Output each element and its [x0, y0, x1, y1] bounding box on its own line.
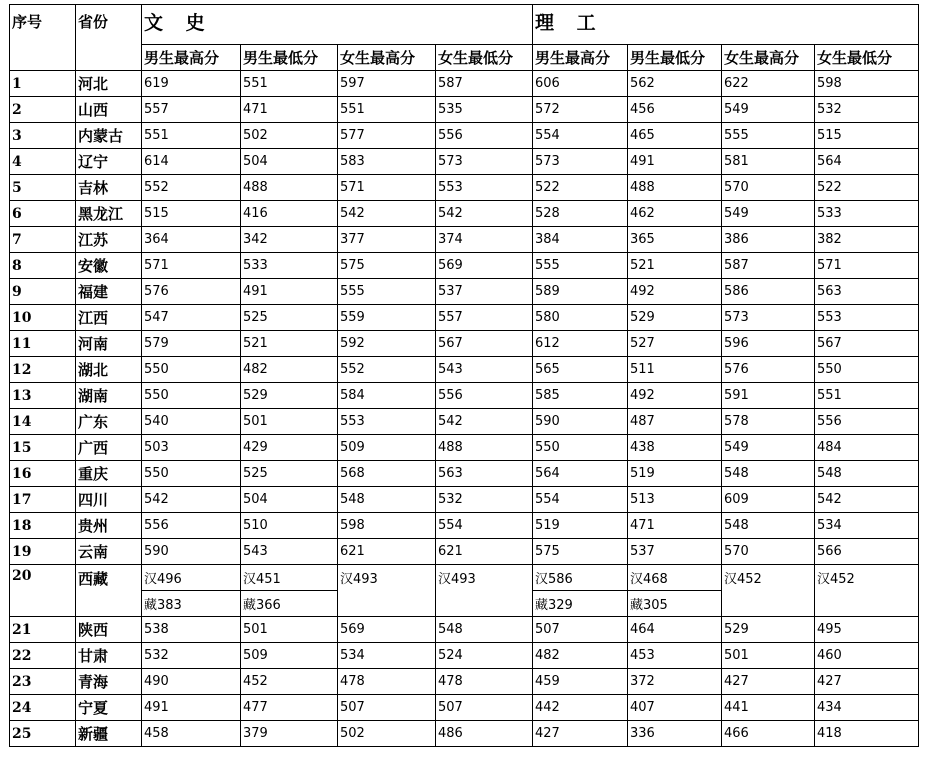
score-cell: 501: [241, 409, 338, 435]
table-row: [10, 461, 919, 487]
score-cell: 542: [436, 201, 533, 227]
score-cell: 569: [338, 617, 436, 643]
table-row: [10, 227, 919, 253]
score-cell: 汉452: [815, 565, 919, 617]
score-cell: 482: [241, 357, 338, 383]
score-cell: 564: [815, 149, 919, 175]
header-column-row: [10, 45, 919, 71]
score-cell: 525: [241, 305, 338, 331]
score-cell: 576: [142, 279, 241, 305]
table-row: [10, 513, 919, 539]
score-cell: 562: [628, 71, 722, 97]
score-cell: 486: [436, 721, 533, 747]
score-cell: 汉493: [338, 565, 436, 617]
score-cell: 542: [815, 487, 919, 513]
province-name: 云南: [76, 539, 142, 565]
score-cell: 622: [722, 71, 815, 97]
score-cell: 534: [815, 513, 919, 539]
score-cell: 484: [815, 435, 919, 461]
score-cell: 553: [815, 305, 919, 331]
score-cell: 507: [436, 695, 533, 721]
row-index: 4: [10, 149, 76, 175]
row-index: 17: [10, 487, 76, 513]
score-cell: 552: [338, 357, 436, 383]
score-cell: 583: [338, 149, 436, 175]
score-cell: 藏366: [241, 591, 338, 617]
score-cell: 548: [338, 487, 436, 513]
score-cell: 429: [241, 435, 338, 461]
score-cell: 377: [338, 227, 436, 253]
score-cell: 572: [533, 97, 628, 123]
score-cell: 592: [338, 331, 436, 357]
score-cell: 589: [533, 279, 628, 305]
score-cell: 542: [142, 487, 241, 513]
score-cell: 510: [241, 513, 338, 539]
score-cell: 365: [628, 227, 722, 253]
score-cell: 586: [722, 279, 815, 305]
score-cell: 614: [142, 149, 241, 175]
score-cell: 580: [533, 305, 628, 331]
province-name: 江西: [76, 305, 142, 331]
province-name: 贵州: [76, 513, 142, 539]
province-name: 内蒙古: [76, 123, 142, 149]
score-cell: 477: [241, 695, 338, 721]
score-cell: 490: [142, 669, 241, 695]
score-cell: 596: [722, 331, 815, 357]
score-cell: 416: [241, 201, 338, 227]
score-cell: 535: [436, 97, 533, 123]
score-cell: 509: [338, 435, 436, 461]
score-cell: 462: [628, 201, 722, 227]
score-cell: 619: [142, 71, 241, 97]
score-cell: 550: [142, 383, 241, 409]
score-table-body: [10, 5, 919, 747]
score-cell: 438: [628, 435, 722, 461]
score-cell: 418: [815, 721, 919, 747]
province-name: 四川: [76, 487, 142, 513]
column-header: 男生最低分: [628, 45, 722, 71]
row-index: 25: [10, 721, 76, 747]
score-cell: 藏383: [142, 591, 241, 617]
score-cell: 533: [241, 253, 338, 279]
province-name: 福建: [76, 279, 142, 305]
score-cell: 379: [241, 721, 338, 747]
score-cell: 547: [142, 305, 241, 331]
table-row: [10, 617, 919, 643]
table-row: [10, 305, 919, 331]
score-cell: 336: [628, 721, 722, 747]
score-cell: 464: [628, 617, 722, 643]
score-cell: 501: [241, 617, 338, 643]
column-header: 女生最低分: [436, 45, 533, 71]
score-cell: 488: [241, 175, 338, 201]
table-row: [10, 357, 919, 383]
score-cell: 575: [533, 539, 628, 565]
score-cell: 587: [722, 253, 815, 279]
province-name: 西藏: [76, 565, 142, 617]
table-row: [10, 539, 919, 565]
score-cell: 578: [722, 409, 815, 435]
row-index: 14: [10, 409, 76, 435]
score-cell: 502: [241, 123, 338, 149]
row-index: 20: [10, 565, 76, 617]
column-header: 女生最高分: [338, 45, 436, 71]
province-name: 河北: [76, 71, 142, 97]
score-cell: 566: [815, 539, 919, 565]
score-cell: 492: [628, 383, 722, 409]
score-cell: 585: [533, 383, 628, 409]
score-cell: 532: [142, 643, 241, 669]
score-cell: 491: [241, 279, 338, 305]
table-row: [10, 721, 919, 747]
score-cell: 621: [436, 539, 533, 565]
province-name: 湖南: [76, 383, 142, 409]
score-cell: 563: [436, 461, 533, 487]
score-cell: 549: [722, 435, 815, 461]
score-cell: 577: [338, 123, 436, 149]
score-cell: 571: [338, 175, 436, 201]
score-cell: 515: [815, 123, 919, 149]
score-cell: 524: [436, 643, 533, 669]
score-cell: 550: [815, 357, 919, 383]
row-index: 1: [10, 71, 76, 97]
score-cell: 590: [142, 539, 241, 565]
row-index: 2: [10, 97, 76, 123]
score-cell: 579: [142, 331, 241, 357]
row-index: 18: [10, 513, 76, 539]
row-index: 21: [10, 617, 76, 643]
score-cell: 487: [628, 409, 722, 435]
score-cell: 550: [142, 461, 241, 487]
row-index: 15: [10, 435, 76, 461]
score-cell: 581: [722, 149, 815, 175]
table-row: [10, 487, 919, 513]
province-name: 宁夏: [76, 695, 142, 721]
score-cell: 598: [815, 71, 919, 97]
score-cell: 471: [241, 97, 338, 123]
score-cell: 555: [533, 253, 628, 279]
province-name: 黑龙江: [76, 201, 142, 227]
score-cell: 591: [722, 383, 815, 409]
table-row: [10, 435, 919, 461]
score-cell: 459: [533, 669, 628, 695]
score-cell: 532: [815, 97, 919, 123]
province-name: 广西: [76, 435, 142, 461]
score-cell: 456: [628, 97, 722, 123]
score-cell: 478: [338, 669, 436, 695]
province-name: 河南: [76, 331, 142, 357]
score-cell: 382: [815, 227, 919, 253]
province-name: 青海: [76, 669, 142, 695]
row-index: 6: [10, 201, 76, 227]
score-cell: 478: [436, 669, 533, 695]
table-row: [10, 279, 919, 305]
score-cell: 507: [533, 617, 628, 643]
score-cell: 502: [338, 721, 436, 747]
score-cell: 568: [338, 461, 436, 487]
score-cell: 553: [436, 175, 533, 201]
column-header: 女生最低分: [815, 45, 919, 71]
table-row: [10, 175, 919, 201]
score-cell: 465: [628, 123, 722, 149]
row-index: 24: [10, 695, 76, 721]
header-group-row: [10, 5, 919, 45]
score-cell: 491: [628, 149, 722, 175]
table-row: [10, 149, 919, 175]
column-header: 女生最高分: [722, 45, 815, 71]
score-cell: 584: [338, 383, 436, 409]
score-cell: 466: [722, 721, 815, 747]
table-row: [10, 331, 919, 357]
table-row: [10, 383, 919, 409]
row-index: 23: [10, 669, 76, 695]
score-cell: 549: [722, 201, 815, 227]
row-index: 22: [10, 643, 76, 669]
score-cell: 458: [142, 721, 241, 747]
score-cell: 532: [436, 487, 533, 513]
score-cell: 汉496: [142, 565, 241, 591]
score-cell: 556: [436, 383, 533, 409]
score-cell: 537: [436, 279, 533, 305]
score-cell: 556: [142, 513, 241, 539]
score-cell: 612: [533, 331, 628, 357]
score-cell: 汉452: [722, 565, 815, 617]
score-cell: 557: [142, 97, 241, 123]
row-index: 8: [10, 253, 76, 279]
score-cell: 364: [142, 227, 241, 253]
score-cell: 372: [628, 669, 722, 695]
row-index: 7: [10, 227, 76, 253]
score-cell: 503: [142, 435, 241, 461]
province-name: 辽宁: [76, 149, 142, 175]
score-cell: 521: [241, 331, 338, 357]
index-header: 序号: [10, 5, 76, 71]
score-cell: 482: [533, 643, 628, 669]
score-cell: 427: [533, 721, 628, 747]
table-row: [10, 201, 919, 227]
score-cell: 597: [338, 71, 436, 97]
score-cell: 609: [722, 487, 815, 513]
province-name: 安徽: [76, 253, 142, 279]
score-cell: 519: [628, 461, 722, 487]
score-cell: 573: [436, 149, 533, 175]
score-cell: 504: [241, 487, 338, 513]
table-row: [10, 97, 919, 123]
score-cell: 553: [338, 409, 436, 435]
province-header: 省份: [76, 5, 142, 71]
score-cell: 554: [533, 487, 628, 513]
score-cell: 550: [533, 435, 628, 461]
score-cell: 521: [628, 253, 722, 279]
row-index: 11: [10, 331, 76, 357]
score-cell: 513: [628, 487, 722, 513]
score-cell: 570: [722, 175, 815, 201]
province-name: 吉林: [76, 175, 142, 201]
score-cell: 342: [241, 227, 338, 253]
column-header: 男生最低分: [241, 45, 338, 71]
score-cell: 534: [338, 643, 436, 669]
score-cell: 384: [533, 227, 628, 253]
score-cell: 548: [815, 461, 919, 487]
score-cell: 488: [628, 175, 722, 201]
score-cell: 573: [533, 149, 628, 175]
score-cell: 507: [338, 695, 436, 721]
score-cell: 573: [722, 305, 815, 331]
score-cell: 533: [815, 201, 919, 227]
score-cell: 556: [436, 123, 533, 149]
score-cell: 550: [142, 357, 241, 383]
score-cell: 434: [815, 695, 919, 721]
score-cell: 427: [722, 669, 815, 695]
score-cell: 495: [815, 617, 919, 643]
score-cell: 441: [722, 695, 815, 721]
score-cell: 555: [338, 279, 436, 305]
score-cell: 598: [338, 513, 436, 539]
score-cell: 542: [338, 201, 436, 227]
score-cell: 511: [628, 357, 722, 383]
score-cell: 576: [722, 357, 815, 383]
score-cell: 542: [436, 409, 533, 435]
score-cell: 548: [722, 461, 815, 487]
score-cell: 529: [241, 383, 338, 409]
score-cell: 460: [815, 643, 919, 669]
table-row: [10, 71, 919, 97]
score-cell: 374: [436, 227, 533, 253]
table-row: [10, 409, 919, 435]
score-cell: 529: [722, 617, 815, 643]
province-name: 重庆: [76, 461, 142, 487]
province-name: 江苏: [76, 227, 142, 253]
score-cell: 471: [628, 513, 722, 539]
score-cell: 543: [241, 539, 338, 565]
province-name: 山西: [76, 97, 142, 123]
table-row: [10, 253, 919, 279]
score-cell: 590: [533, 409, 628, 435]
score-cell: 522: [815, 175, 919, 201]
score-cell: 548: [722, 513, 815, 539]
score-cell: 570: [722, 539, 815, 565]
score-cell: 529: [628, 305, 722, 331]
score-cell: 522: [533, 175, 628, 201]
score-cell: 537: [628, 539, 722, 565]
score-cell: 549: [722, 97, 815, 123]
score-cell: 567: [815, 331, 919, 357]
score-cell: 551: [241, 71, 338, 97]
score-cell: 564: [533, 461, 628, 487]
score-cell: 548: [436, 617, 533, 643]
score-cell: 442: [533, 695, 628, 721]
column-header: 男生最高分: [533, 45, 628, 71]
score-cell: 汉468: [628, 565, 722, 591]
score-cell: 555: [722, 123, 815, 149]
row-index: 12: [10, 357, 76, 383]
score-cell: 559: [338, 305, 436, 331]
score-cell: 621: [338, 539, 436, 565]
score-cell: 606: [533, 71, 628, 97]
score-cell: 567: [436, 331, 533, 357]
score-cell: 552: [142, 175, 241, 201]
score-cell: 407: [628, 695, 722, 721]
score-cell: 501: [722, 643, 815, 669]
column-header: 男生最高分: [142, 45, 241, 71]
row-index: 13: [10, 383, 76, 409]
score-cell: 551: [815, 383, 919, 409]
score-cell: 453: [628, 643, 722, 669]
score-cell: 491: [142, 695, 241, 721]
score-cell: 525: [241, 461, 338, 487]
score-cell: 587: [436, 71, 533, 97]
score-cell: 565: [533, 357, 628, 383]
score-cell: 571: [142, 253, 241, 279]
score-cell: 519: [533, 513, 628, 539]
score-cell: 汉586: [533, 565, 628, 591]
score-cell: 557: [436, 305, 533, 331]
score-cell: 563: [815, 279, 919, 305]
province-name: 陕西: [76, 617, 142, 643]
score-cell: 藏329: [533, 591, 628, 617]
score-cell: 571: [815, 253, 919, 279]
score-cell: 551: [338, 97, 436, 123]
score-cell: 492: [628, 279, 722, 305]
row-index: 5: [10, 175, 76, 201]
score-cell: 藏305: [628, 591, 722, 617]
score-cell: 488: [436, 435, 533, 461]
science-group-header: 理 工: [533, 5, 919, 45]
arts-group-header: 文 史: [142, 5, 533, 45]
score-cell: 528: [533, 201, 628, 227]
table-row: [10, 695, 919, 721]
table-row-tibet: [10, 565, 919, 591]
score-cell: 汉451: [241, 565, 338, 591]
score-cell: 509: [241, 643, 338, 669]
score-cell: 543: [436, 357, 533, 383]
score-cell: 515: [142, 201, 241, 227]
score-cell: 538: [142, 617, 241, 643]
score-cell: 575: [338, 253, 436, 279]
score-cell: 569: [436, 253, 533, 279]
province-name: 湖北: [76, 357, 142, 383]
score-table: [9, 4, 919, 747]
row-index: 3: [10, 123, 76, 149]
score-cell: 551: [142, 123, 241, 149]
score-cell: 452: [241, 669, 338, 695]
table-row: [10, 123, 919, 149]
score-cell: 386: [722, 227, 815, 253]
row-index: 16: [10, 461, 76, 487]
province-name: 新疆: [76, 721, 142, 747]
row-index: 9: [10, 279, 76, 305]
row-index: 19: [10, 539, 76, 565]
score-cell: 汉493: [436, 565, 533, 617]
province-name: 广东: [76, 409, 142, 435]
score-cell: 427: [815, 669, 919, 695]
province-name: 甘肃: [76, 643, 142, 669]
score-cell: 504: [241, 149, 338, 175]
score-cell: 554: [533, 123, 628, 149]
row-index: 10: [10, 305, 76, 331]
score-cell: 540: [142, 409, 241, 435]
table-row: [10, 643, 919, 669]
table-row: [10, 669, 919, 695]
score-cell: 556: [815, 409, 919, 435]
score-cell: 527: [628, 331, 722, 357]
score-cell: 554: [436, 513, 533, 539]
